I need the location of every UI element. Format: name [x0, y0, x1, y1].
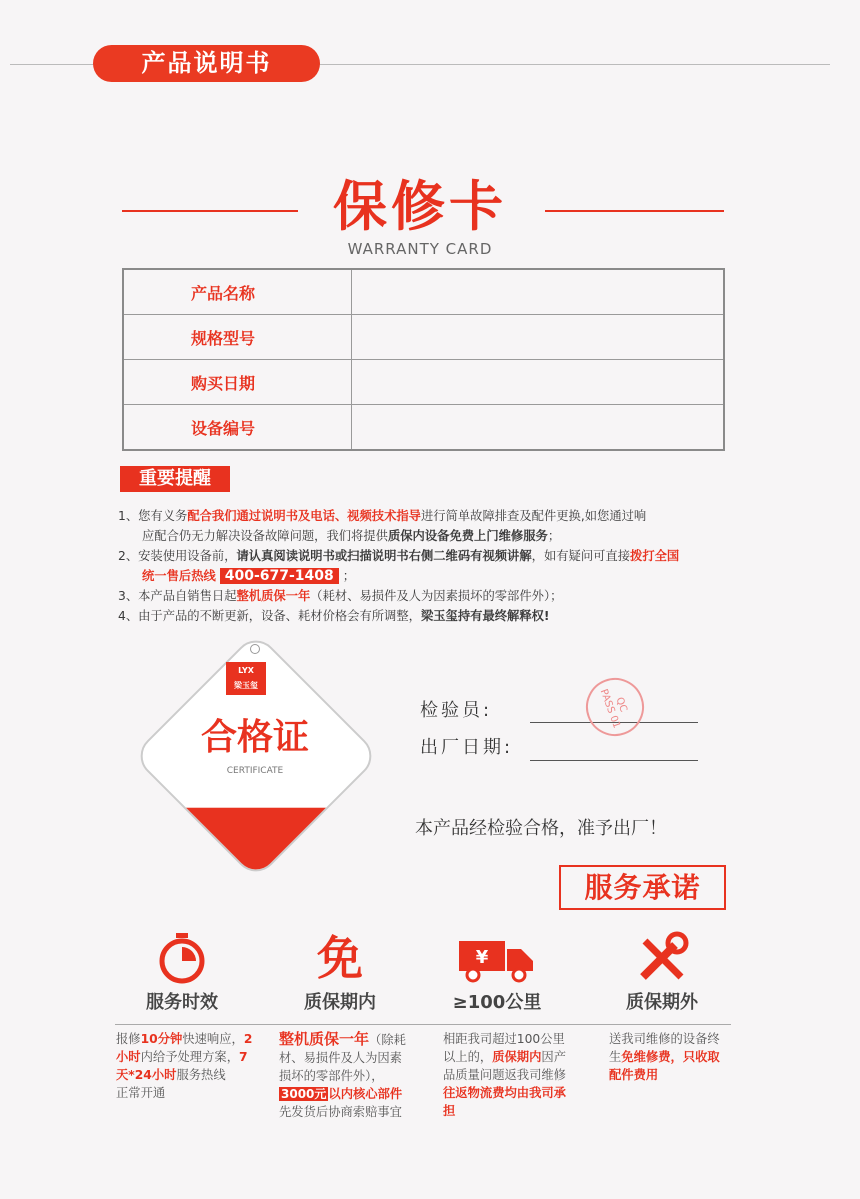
note-4	[118, 606, 818, 626]
device-number-field[interactable]	[352, 405, 725, 451]
text: 往返物流费均由我司承担	[443, 1086, 566, 1118]
manual-label: 产品说明书	[93, 45, 320, 82]
text: 以内核心部件	[328, 1087, 403, 1101]
service-label: ≥100公里	[452, 992, 542, 1013]
page-title: 保修卡	[333, 175, 507, 238]
text: 正常开通	[116, 1086, 166, 1100]
tag-red-band	[149, 808, 349, 881]
note-1-cont	[118, 526, 818, 546]
row-label: 购买日期	[123, 360, 352, 405]
table-row	[123, 269, 724, 315]
text: 应配合仍无力解决设备故障问题，我们将提供	[142, 529, 388, 543]
row-label: 规格型号	[123, 315, 352, 360]
text: （除耗材、易损件及人为因素损坏的零部件外），	[279, 1033, 406, 1083]
text: 相距我司超过100公里以上的，	[443, 1032, 565, 1064]
text: ，如有疑问可直接	[531, 549, 631, 563]
inspector-label: 检验员:	[420, 700, 493, 721]
text: 质保内设备免费上门维修服务	[387, 529, 548, 543]
text: 拨打全国	[630, 549, 680, 563]
text: 请认真阅读说明书或扫描说明书右侧二维码有视频讲解	[236, 549, 532, 563]
text: 3000元	[281, 1087, 327, 1101]
certificate-subtitle: CERTIFICATE	[226, 766, 284, 776]
table-row	[123, 360, 724, 405]
text: 整机质保一年	[236, 589, 311, 603]
qc-pass-stamp: QC PASS 01	[578, 670, 652, 744]
row-label: 设备编号	[123, 405, 352, 451]
title-divider-left	[122, 210, 298, 212]
note-1	[118, 506, 818, 526]
tools-icon	[587, 930, 737, 986]
text: 4、由于产品的不断更新，设备、耗材价格会有所调整，	[118, 609, 421, 623]
service-desc-2	[279, 1030, 409, 1121]
text: 服务热线	[176, 1068, 226, 1082]
logo-mark: LYX	[238, 666, 254, 675]
logo-name: 梁玉玺	[234, 681, 258, 690]
service-label: 质保期外	[626, 992, 698, 1013]
text: 统一售后热线	[142, 569, 216, 583]
text: 因产品质量问题返我司维修	[443, 1050, 567, 1082]
service-item	[107, 930, 257, 1014]
text: （耗材、易损件及人为因素损坏的零部件外）；	[310, 589, 563, 603]
service-item	[265, 930, 415, 1014]
text: 质保期内	[492, 1050, 542, 1064]
reminder-title: 重要提醒	[120, 466, 230, 492]
stopwatch-icon	[107, 930, 257, 986]
service-promise-title: 服务承诺	[559, 865, 726, 910]
text: 3、本产品自销售日起	[118, 589, 237, 603]
service-item	[422, 930, 572, 1014]
text: 只收取配件费用	[609, 1050, 720, 1082]
service-label: 服务时效	[146, 992, 218, 1013]
table-row	[123, 405, 724, 451]
tag-hole	[250, 644, 260, 654]
free-icon	[265, 930, 415, 986]
factory-date-label: 出厂日期:	[420, 737, 514, 758]
text: 整机质保一年	[279, 1030, 370, 1048]
service-desc-3	[443, 1030, 568, 1120]
text: 7天*24小时	[116, 1050, 248, 1082]
row-label: 产品名称	[123, 269, 352, 315]
text: 送我司维修的设备终生	[609, 1032, 720, 1064]
note-2	[118, 546, 818, 566]
approval-text: 本产品经检验合格，准予出厂！	[415, 818, 667, 839]
text: 配合我们通过说明书及电话、视频技术指导	[187, 509, 421, 523]
text: 报修	[116, 1032, 141, 1046]
service-divider	[115, 1024, 731, 1025]
text: 免维修费	[621, 1050, 671, 1064]
note-3	[118, 586, 818, 606]
factory-date-field[interactable]	[530, 760, 698, 761]
service-desc-4	[609, 1030, 727, 1084]
service-desc-1	[116, 1030, 256, 1102]
text: 1、您有义务	[118, 509, 188, 523]
text: 快速响应，	[182, 1032, 244, 1046]
yuan-glyph: ¥	[475, 947, 489, 968]
text: 2、安装使用设备前，	[118, 549, 237, 563]
text: ；	[547, 529, 561, 543]
hotline-number: 400-677-1408	[220, 568, 339, 584]
table-row	[123, 315, 724, 360]
title-divider-right	[545, 210, 724, 212]
text: 先发货后协商索赔事宜	[279, 1105, 402, 1119]
brand-logo	[226, 662, 266, 695]
certificate-title: 合格证	[200, 717, 309, 758]
reminder-notes	[118, 506, 818, 626]
service-item	[587, 930, 737, 1014]
text: 2小时	[116, 1032, 253, 1064]
product-name-field[interactable]	[352, 269, 725, 315]
text: 进行简单故障排查及配件更换,如您通过响	[420, 509, 647, 523]
text: 免	[317, 931, 363, 985]
warranty-info-table	[122, 268, 725, 451]
text: 内给予处理方案，	[140, 1050, 239, 1064]
text: 梁玉玺持有最终解释权!	[420, 609, 550, 623]
page-subtitle: WARRANTY CARD	[347, 240, 493, 258]
text: 10分钟	[140, 1032, 183, 1046]
text: ；	[342, 569, 355, 583]
purchase-date-field[interactable]	[352, 360, 725, 405]
text: ，	[670, 1050, 683, 1064]
model-field[interactable]	[352, 315, 725, 360]
note-2-cont	[118, 566, 818, 586]
service-label: 质保期内	[304, 992, 376, 1013]
truck-icon	[422, 930, 572, 986]
